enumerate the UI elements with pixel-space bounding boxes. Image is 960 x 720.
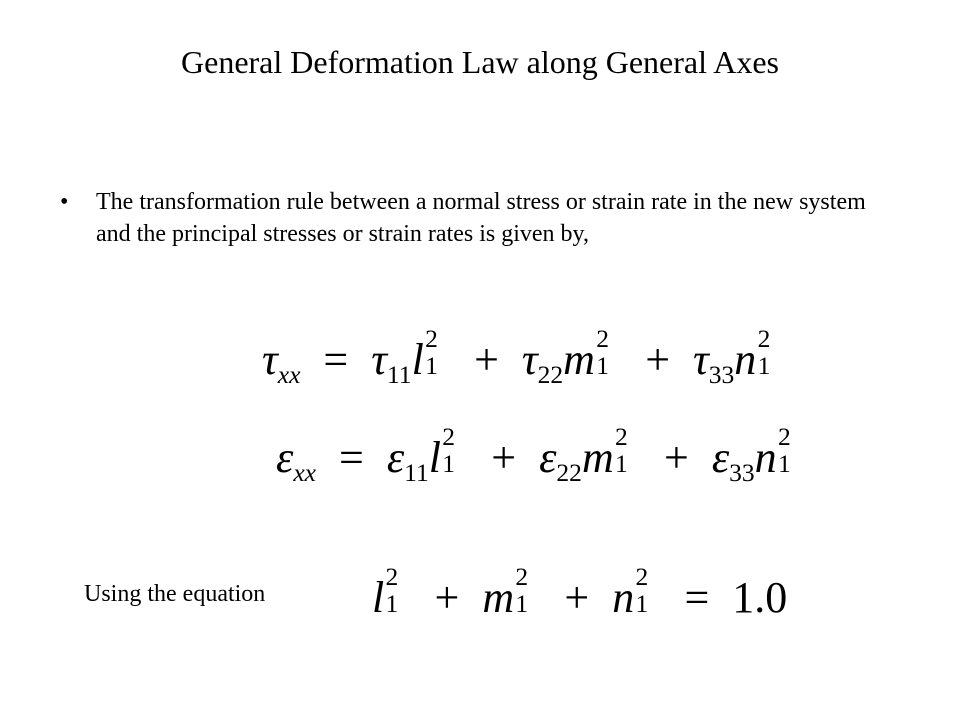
eq-term-coef-subscript: 22 <box>556 457 582 487</box>
eq-term-scripts <box>614 422 641 478</box>
eq-term-scripts <box>514 562 541 618</box>
using-equation-label: Using the equation <box>84 581 266 607</box>
eq-term-scripts <box>441 422 468 478</box>
eq-term-direction-subscript: 1 <box>757 350 771 380</box>
eq-term-coef-symbol: ε <box>386 433 405 482</box>
eq-term-coef-symbol: τ <box>521 335 538 384</box>
eq-term-direction: m <box>563 335 595 384</box>
eq-plus: + <box>663 433 689 482</box>
eq-lhs-subscript: xx <box>277 359 301 389</box>
bullet-marker: • <box>60 189 69 215</box>
eq-term-power: 2 <box>635 562 649 592</box>
eq-term-coef-symbol: ε <box>539 433 557 482</box>
eq-equals: = <box>339 433 364 482</box>
eq-term-coef-symbol: τ <box>693 335 709 384</box>
bullet-text: The transformation rule between a normal stress or strain rate in the new system and the principal stresses or strain rates is given by, <box>96 189 866 247</box>
eq-term-scripts <box>595 324 622 380</box>
eq-term-scripts <box>384 562 411 618</box>
eq-term-coef-subscript: 33 <box>708 359 735 389</box>
eq-term-power: 2 <box>385 562 399 592</box>
eq-term-coef-subscript: 11 <box>386 359 412 389</box>
eq-plus: + <box>434 573 460 622</box>
eq-term-coef-symbol: τ <box>371 335 387 384</box>
eq-term-direction-subscript: 1 <box>635 588 649 618</box>
eq-term-coef-subscript: 22 <box>537 359 564 389</box>
eq-term-power: 2 <box>596 324 609 354</box>
eq-plus: + <box>491 433 517 482</box>
eq-term-direction: m <box>581 433 614 482</box>
eq-term-power: 2 <box>442 422 456 452</box>
eq-equals: = <box>323 335 349 384</box>
eq-lhs-symbol: τ <box>262 335 278 384</box>
eq-lhs-subscript: xx <box>293 457 316 487</box>
eq-term-direction-subscript: 1 <box>515 588 529 618</box>
eq-term-direction: n <box>612 573 635 622</box>
slide-title: General Deformation Law along General Axes <box>181 44 779 80</box>
equation-direction-cosines <box>372 562 788 623</box>
equation-strain-rate <box>276 422 804 487</box>
eq-term-power: 2 <box>757 324 771 354</box>
eq-term-direction: n <box>734 335 757 384</box>
eq-equals: = <box>684 573 710 622</box>
eq-lhs-symbol: ε <box>276 433 294 482</box>
eq-term-coef-subscript: 11 <box>404 457 429 487</box>
eq-term-scripts <box>634 562 661 618</box>
eq-term-direction-subscript: 1 <box>614 448 628 478</box>
eq-term-direction: l <box>428 433 441 482</box>
eq-term-power: 2 <box>425 324 438 354</box>
eq-term-coef-symbol: ε <box>711 433 730 482</box>
eq-term-direction: l <box>411 335 424 384</box>
eq-term-direction-subscript: 1 <box>777 448 791 478</box>
eq-plus: + <box>474 335 499 384</box>
eq-plus: + <box>564 573 590 622</box>
eq-term-power: 2 <box>614 422 628 452</box>
eq-term-direction-subscript: 1 <box>425 350 438 380</box>
eq-term-scripts <box>756 324 783 380</box>
eq-term-power: 2 <box>515 562 529 592</box>
eq-term-direction-subscript: 1 <box>385 588 399 618</box>
eq-term-scripts <box>424 324 451 380</box>
eq-term-direction-subscript: 1 <box>442 448 456 478</box>
eq-rhs-value: 1.0 <box>732 573 788 622</box>
eq-term-scripts <box>777 422 804 478</box>
eq-term-power: 2 <box>777 422 791 452</box>
eq-term-direction: l <box>372 573 385 622</box>
equation-shear-stress <box>262 324 784 389</box>
eq-plus: + <box>645 335 671 384</box>
eq-term-direction-subscript: 1 <box>596 350 609 380</box>
eq-term-coef-subscript: 33 <box>729 457 755 487</box>
eq-term-direction: m <box>482 573 515 622</box>
eq-term-direction: n <box>754 433 777 482</box>
